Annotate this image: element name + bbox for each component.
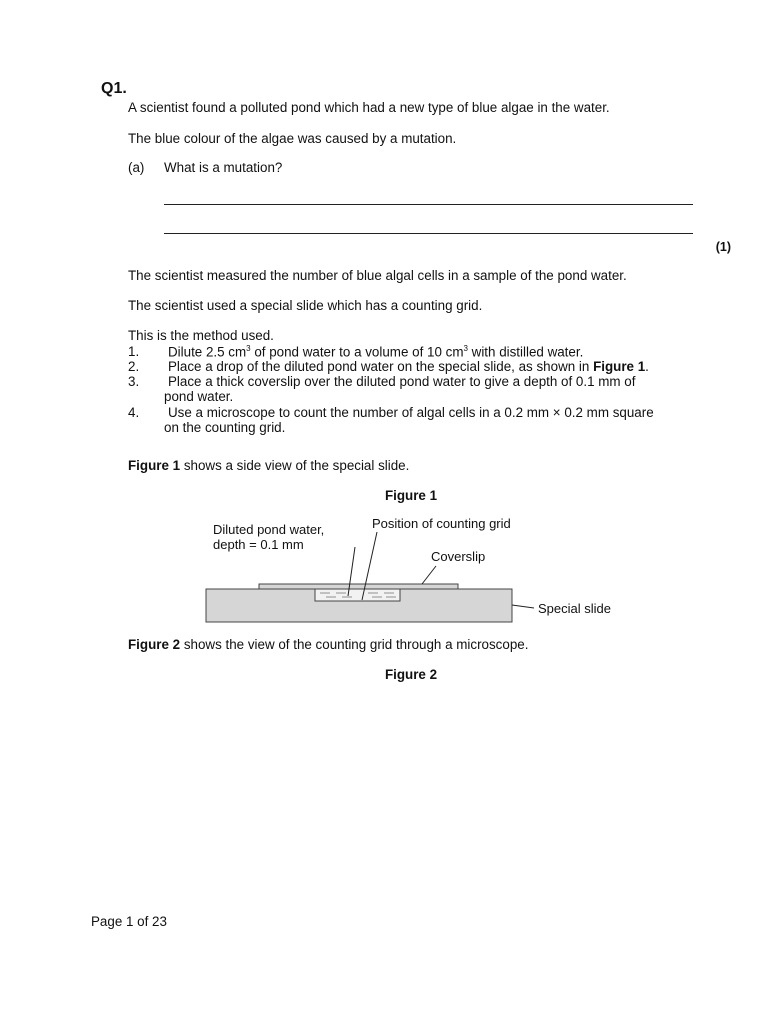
figure-2-reference: Figure 2 shows the view of the counting grid through a microscope.: [128, 637, 529, 652]
pond-water-well: [315, 589, 400, 601]
step-1-text: Dilute 2.5 $cm^3$ of pond water to a volume of 10 $cm^3$ with distilled water.: [168, 344, 584, 360]
figure-2-title: Figure 2: [384, 667, 438, 682]
label-diluted-water: Diluted pond water,: [213, 522, 325, 537]
step-3-text-cont: pond water.: [164, 389, 234, 404]
answer-line-2[interactable]: [164, 233, 693, 234]
paragraph-2: The scientist used a special slide which has a counting grid.: [128, 298, 483, 313]
step-3-number: 3.: [128, 374, 140, 389]
label-counting-grid: Position of counting grid: [372, 516, 511, 531]
paragraph-1: The scientist measured the number of blue algal cells in a sample of the pond water.: [128, 268, 627, 283]
page-footer: Page 1 of 23: [91, 914, 167, 929]
label-coverslip: Coverslip: [431, 549, 486, 564]
figure-1-title: Figure 1: [384, 488, 438, 503]
method-heading: This is the method used.: [128, 328, 274, 343]
label-depth: depth = 0.1 mm: [213, 537, 304, 552]
figure-1-reference: Figure 1 shows a side view of the special slide.: [128, 458, 410, 473]
step-4-number: 4.: [128, 405, 140, 420]
coverslip-shape: [259, 584, 458, 589]
step-2-number: 2.: [128, 359, 140, 374]
figure-1-diagram: [200, 512, 630, 627]
answer-line-1[interactable]: [164, 204, 693, 205]
part-a-label: (a): [128, 160, 145, 175]
label-special-slide: Special slide: [538, 601, 611, 616]
marks-label: (1): [715, 240, 731, 254]
question-number: Q1.: [101, 80, 127, 97]
step-4-text-cont: on the counting grid.: [164, 420, 286, 435]
intro-line-1: A scientist found a polluted pond which had a new type of blue algae in the water.: [128, 100, 610, 115]
step-1-number: 1.: [128, 344, 140, 359]
part-a-question: What is a mutation?: [164, 160, 283, 175]
intro-line-2: The blue colour of the algae was caused by a mutation.: [128, 131, 457, 146]
coverslip-pointer: [422, 566, 436, 584]
step-3-text: Place a thick coverslip over the diluted pond water to give a depth of 0.1 mm of: [168, 374, 636, 389]
slide-pointer: [512, 605, 534, 608]
step-4-text: Use a microscope to count the number of algal cells in a 0.2 mm × 0.2 mm square: [168, 405, 654, 420]
step-2-text: Place a drop of the diluted pond water on the special slide, as shown in Figure 1.: [168, 359, 649, 374]
